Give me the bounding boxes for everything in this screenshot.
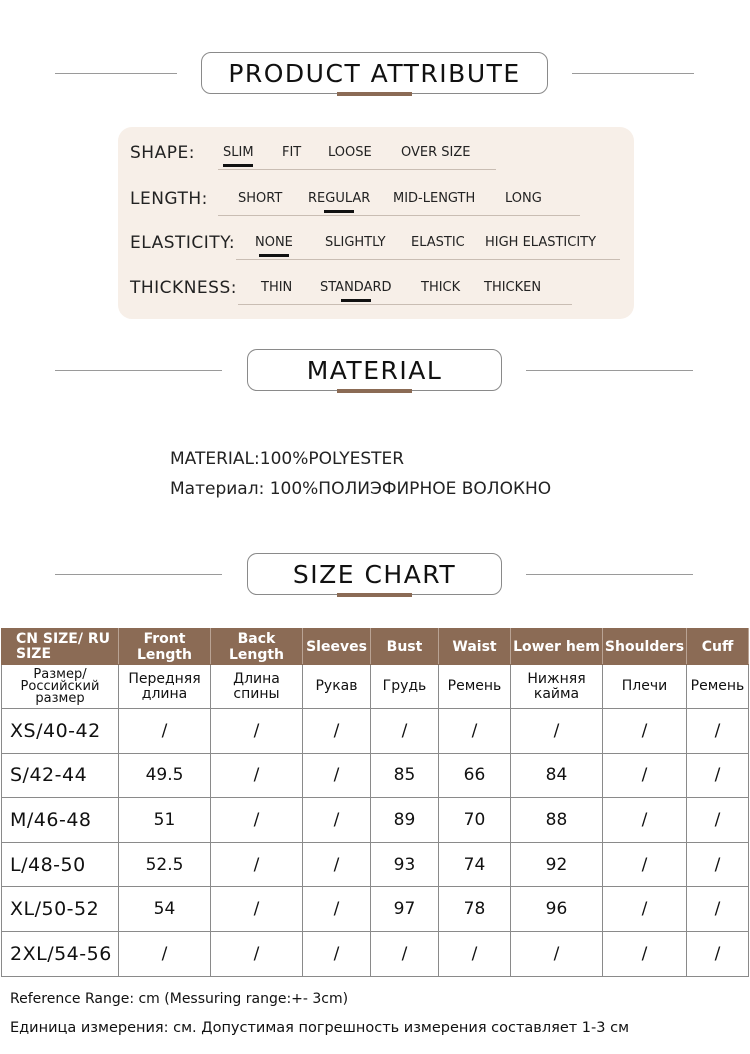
attribute-row-thickness: [118, 274, 634, 304]
header-cell: Передняя длина: [119, 665, 211, 709]
title-accent-bar: [337, 593, 412, 597]
table-cell: /: [371, 931, 439, 976]
option-long: LONG: [505, 191, 542, 206]
divider-right: [526, 370, 693, 371]
table-cell: /: [211, 887, 303, 932]
option-loose: LOOSE: [328, 145, 372, 160]
table-cell: /: [603, 709, 687, 754]
section-title-material-text: MATERIAL: [306, 355, 443, 385]
table-row: [2, 798, 749, 843]
header-cell: Lower hem: [511, 629, 603, 665]
table-cell: 70: [439, 798, 511, 843]
option-mid-length: MID-LENGTH: [393, 191, 476, 206]
header-cell: Waist: [439, 629, 511, 665]
option-high-elasticity: HIGH ELASTICITY: [485, 235, 597, 250]
divider-left: [55, 73, 177, 74]
measurement-note-russian: Единица измерения: см. Допустимая погрешность измерения составляет 1-3 см: [10, 1020, 630, 1036]
table-cell: /: [211, 931, 303, 976]
option-thick: THICK: [421, 280, 461, 295]
attribute-label: SHAPE:: [130, 143, 195, 163]
table-cell: /: [303, 931, 371, 976]
material-russian: Материал: 100%ПОЛИЭФИРНОЕ ВОЛОКНО: [170, 479, 552, 499]
table-cell: /: [439, 709, 511, 754]
option-elastic: ELASTIC: [411, 235, 465, 250]
table-cell: 49.5: [119, 753, 211, 798]
header-cell: CN SIZE/ RU SIZE: [2, 629, 119, 665]
table-cell: /: [687, 887, 749, 932]
attribute-row-length: [118, 185, 634, 215]
divider-left: [55, 574, 222, 575]
table-cell: /: [603, 842, 687, 887]
attribute-row-underline: [218, 169, 496, 170]
table-row: [2, 709, 749, 754]
option-thicken: THICKEN: [484, 280, 542, 295]
table-cell: S/42-44: [2, 753, 119, 798]
header-cell: Длина спины: [211, 665, 303, 709]
option-short: SHORT: [238, 191, 283, 206]
section-title-material: [247, 349, 502, 391]
header-cell: Плечи: [603, 665, 687, 709]
section-title-size-chart: [247, 553, 502, 595]
header-cell: Грудь: [371, 665, 439, 709]
reference-range-note: Reference Range: cm (Messuring range:+- 3cm): [10, 991, 349, 1007]
attribute-panel: [118, 127, 634, 319]
table-cell: 97: [371, 887, 439, 932]
divider-left: [55, 370, 222, 371]
table-cell: /: [211, 798, 303, 843]
table-cell: /: [371, 709, 439, 754]
attribute-label: THICKNESS:: [130, 278, 237, 298]
table-cell: /: [687, 709, 749, 754]
table-cell: 84: [511, 753, 603, 798]
table-cell: /: [511, 931, 603, 976]
header-cell: Рукав: [303, 665, 371, 709]
header-cell: Ремень: [687, 665, 749, 709]
section-title-size-chart-text: SIZE CHART: [292, 559, 457, 589]
header-cell: Sleeves: [303, 629, 371, 665]
table-cell: 51: [119, 798, 211, 843]
option-standard: STANDARD: [320, 280, 392, 295]
table-cell: /: [211, 753, 303, 798]
table-cell: 2XL/54-56: [2, 931, 119, 976]
table-header-row-russian: [2, 665, 749, 709]
header-cell: Нижняя кайма: [511, 665, 603, 709]
title-accent-bar: [337, 92, 412, 96]
table-cell: M/46-48: [2, 798, 119, 843]
table-cell: /: [211, 709, 303, 754]
table-cell: /: [687, 798, 749, 843]
header-cell: Back Length: [211, 629, 303, 665]
table-cell: 93: [371, 842, 439, 887]
table-cell: /: [603, 931, 687, 976]
header-cell: Shoulders: [603, 629, 687, 665]
option-slim: SLIM: [223, 145, 254, 160]
header-cell: Bust: [371, 629, 439, 665]
header-cell: Cuff: [687, 629, 749, 665]
table-cell: L/48-50: [2, 842, 119, 887]
table-cell: /: [687, 842, 749, 887]
option-fit: FIT: [282, 145, 302, 160]
table-cell: XS/40-42: [2, 709, 119, 754]
option-over-size: OVER SIZE: [401, 145, 471, 160]
table-cell: 78: [439, 887, 511, 932]
table-cell: 92: [511, 842, 603, 887]
table-cell: 85: [371, 753, 439, 798]
table-cell: /: [303, 887, 371, 932]
table-row: [2, 931, 749, 976]
table-cell: 88: [511, 798, 603, 843]
table-cell: /: [303, 842, 371, 887]
divider-right: [572, 73, 694, 74]
option-slightly: SLIGHTLY: [325, 235, 386, 250]
table-cell: 52.5: [119, 842, 211, 887]
table-cell: /: [303, 709, 371, 754]
option-none: NONE: [255, 235, 293, 250]
table-cell: /: [687, 753, 749, 798]
material-english: MATERIAL:100%POLYESTER: [170, 449, 405, 469]
section-title-attribute-text: PRODUCT ATTRIBUTE: [228, 58, 521, 88]
table-header-row: [2, 629, 749, 665]
table-cell: /: [211, 842, 303, 887]
attribute-label: ELASTICITY:: [130, 233, 236, 253]
table-row: [2, 753, 749, 798]
header-cell: Размер/ Российский размер: [2, 665, 119, 709]
table-cell: /: [687, 931, 749, 976]
attribute-label: LENGTH:: [130, 189, 208, 209]
option-thin: THIN: [261, 280, 293, 295]
option-regular: REGULAR: [308, 191, 371, 206]
table-cell: /: [511, 709, 603, 754]
table-cell: /: [603, 887, 687, 932]
attribute-row-underline: [218, 215, 580, 216]
attribute-row-underline: [236, 259, 620, 260]
divider-right: [526, 574, 693, 575]
table-cell: 74: [439, 842, 511, 887]
table-cell: 96: [511, 887, 603, 932]
size-chart-table: [1, 628, 749, 977]
attribute-row-elasticity: [118, 229, 634, 259]
table-cell: /: [603, 798, 687, 843]
attribute-row-shape: [118, 139, 634, 169]
table-cell: 89: [371, 798, 439, 843]
section-title-attribute: [201, 52, 548, 94]
table-cell: 54: [119, 887, 211, 932]
table-cell: /: [439, 931, 511, 976]
header-cell: Ремень: [439, 665, 511, 709]
table-cell: /: [303, 753, 371, 798]
table-cell: /: [303, 798, 371, 843]
table-cell: /: [603, 753, 687, 798]
attribute-row-underline: [238, 304, 572, 305]
table-cell: 66: [439, 753, 511, 798]
title-accent-bar: [337, 389, 412, 393]
table-row: [2, 842, 749, 887]
table-cell: /: [119, 931, 211, 976]
table-row: [2, 887, 749, 932]
table-cell: /: [119, 709, 211, 754]
header-cell: Front Length: [119, 629, 211, 665]
table-cell: XL/50-52: [2, 887, 119, 932]
